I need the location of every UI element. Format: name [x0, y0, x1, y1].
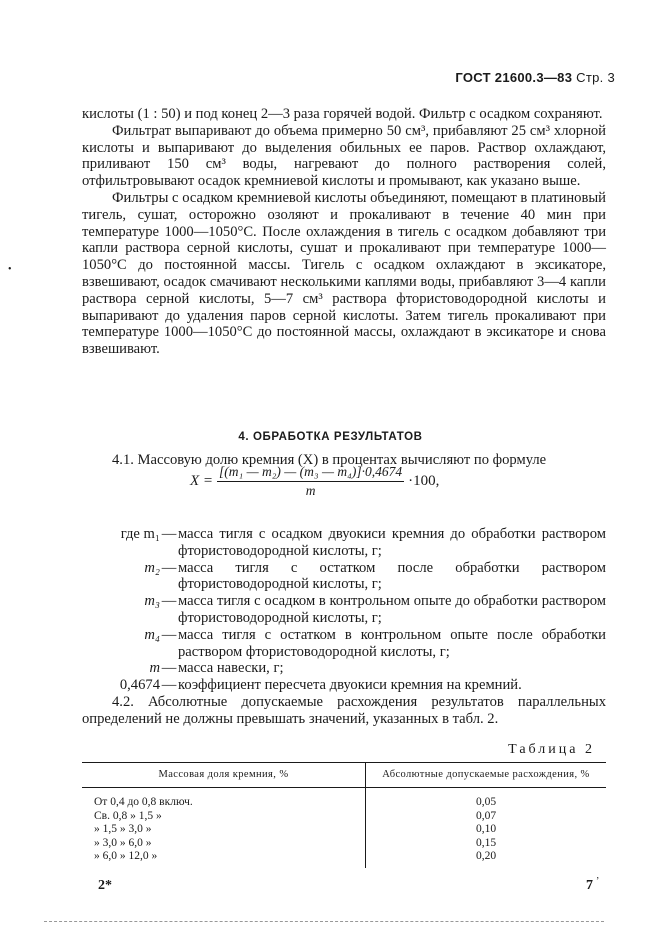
variable-symbol: 0,4674	[119, 677, 160, 694]
formula-fraction	[217, 464, 404, 499]
table-row	[82, 788, 606, 810]
table-row	[82, 850, 606, 868]
variable-description: масса тигля с остатком в контрольном опыте после обработки раствором фтористоводородной кислоты, г;	[178, 626, 606, 660]
table-cell-range: » 1,5 » 3,0 »	[82, 823, 366, 837]
table-caption: Таблица 2	[508, 742, 595, 757]
variable-description: масса тигля с осадком двуокиси кремния до обработки раствором фтористоводородной кислоты, г;	[178, 526, 606, 559]
variable-description: коэффициент пересчета двуокиси кремния на кремний.	[178, 677, 522, 694]
table-row	[82, 837, 606, 851]
formula	[190, 464, 439, 499]
variable-definitions	[82, 526, 606, 728]
page-header	[455, 70, 615, 85]
footer-signature-mark: 2*	[98, 878, 112, 893]
table-row	[82, 823, 606, 837]
paragraph-4-1-text: 4.1. Массовую долю кремния (X) в процентах вычисляют по формуле	[112, 452, 547, 468]
table-cell-value: 0,05	[475, 796, 497, 808]
table-cell-range: От 0,4 до 0,8 включ.	[82, 788, 366, 810]
variable-description: масса навески, г;	[178, 660, 284, 677]
paragraph-4-2: 4.2. Абсолютные допускаемые расхождения результатов параллельных определений не должны превышать значений, указанных в табл. 2.	[82, 693, 606, 727]
footer-page-number: 7	[586, 878, 593, 893]
table-row	[82, 810, 606, 824]
variable-symbol: m₃	[144, 593, 160, 610]
margin-tick-mark: ’	[596, 876, 600, 887]
tolerance-table	[82, 762, 606, 868]
document-code: ГОСТ 21600.3—83	[455, 70, 573, 85]
variable-row: m₄ — масса тигля с остатком в контрольном опыте после обработки раствором фтористоводородной кислоты, г;	[82, 627, 606, 661]
table-header-mass-fraction: Массовая доля кремния, %	[82, 763, 366, 788]
variable-symbol: m₄	[144, 626, 160, 643]
formula-denominator: m	[305, 483, 316, 498]
variable-row: 0,4674 — коэффициент пересчета двуокиси кремния на кремний.	[82, 677, 606, 694]
table-header-row	[82, 763, 606, 788]
table-cell-value: 0,20	[475, 850, 497, 863]
page-number-label: Стр. 3	[576, 70, 615, 85]
variable-description: масса тигля с остатком после обработки раствором фтористоводородной кислоты, г;	[178, 559, 606, 593]
body-text	[82, 106, 606, 358]
paragraph-2: Фильтрат выпаривают до объема примерно 50 см³, прибавляют 25 см³ хлорной кислоты и выпаривают до выделения обильных ее паров. Раствор охлаждают, приливают 150 см³ воды, нагревают до полного растворения солей, отфильтровывают осадок кремниевой кислоты и промывают, как указано выше.	[82, 122, 606, 190]
formula-lhs: X =	[190, 473, 214, 489]
paragraph-1: кислоты (1 : 50) и под конец 2—3 раза горячей водой. Фильтр с осадком сохраняют.	[82, 106, 603, 122]
variable-row: m — масса навески, г;	[82, 660, 606, 677]
table-cell-range: Св. 0,8 » 1,5 »	[82, 810, 366, 824]
table-cell-range: » 3,0 » 6,0 »	[82, 837, 366, 851]
variable-symbol: m	[149, 660, 160, 677]
variable-row: m₃ — масса тигля с осадком в контрольном опыте до обработки раствором фтористоводородной кислоты, г;	[82, 593, 606, 627]
table-header-tolerance: Абсолютные допускаемые расхождения, %	[366, 763, 607, 788]
table-cell-value: 0,15	[475, 836, 497, 849]
paragraph-3: Фильтры с осадком кремниевой кислоты объединяют, помещают в платиновый тигель, сушат, осторожно озоляют и прокаливают в течение 40 мин при температуре 1000—1050°С. После охлаждения в тигель с осадком добавляют три капли раствора серной кислоты, сушат и прокаливают при температуре 1000—1050°С до постоянной массы. Тигель с осадком охлаждают в эксикаторе, взвешивают, осадок смачивают несколькими каплями воды, прибавляют 3—4 капли раствора серной кислоты, 5—7 см³ раствора фтористоводородной кислоты и выпаривают до удаления паров серной кислоты. Затем тигель прокаливают при температуре 1000—1050°С до постоянной массы, охлаждают в эксикаторе и снова взвешивают.	[82, 189, 606, 358]
variable-description: масса тигля с осадком в контрольном опыте до обработки раствором фтористоводородной кислоты, г;	[178, 593, 606, 626]
table-cell-value: 0,07	[475, 809, 497, 822]
formula-tail: ·100,	[408, 473, 440, 489]
variable-row: где m₁ — масса тигля с осадком двуокиси кремния до обработки раствором фтористоводородной кислоты, г;	[82, 526, 606, 560]
variable-row: m₂ — масса тигля с остатком после обработки раствором фтористоводородной кислоты, г;	[82, 560, 606, 594]
table-cell-range: » 6,0 » 12,0 »	[82, 850, 366, 868]
bottom-cut-line	[44, 921, 604, 922]
variable-symbol: где m₁	[120, 526, 160, 542]
section-title: 4. ОБРАБОТКА РЕЗУЛЬТАТОВ	[238, 431, 423, 443]
variable-symbol: m₂	[144, 559, 160, 576]
margin-dot-mark: •	[8, 264, 12, 275]
table-cell-value: 0,10	[475, 823, 497, 836]
formula-numerator: [(m₁ — m₂) — (m₃ — m₄)]·0,4674	[217, 464, 404, 482]
